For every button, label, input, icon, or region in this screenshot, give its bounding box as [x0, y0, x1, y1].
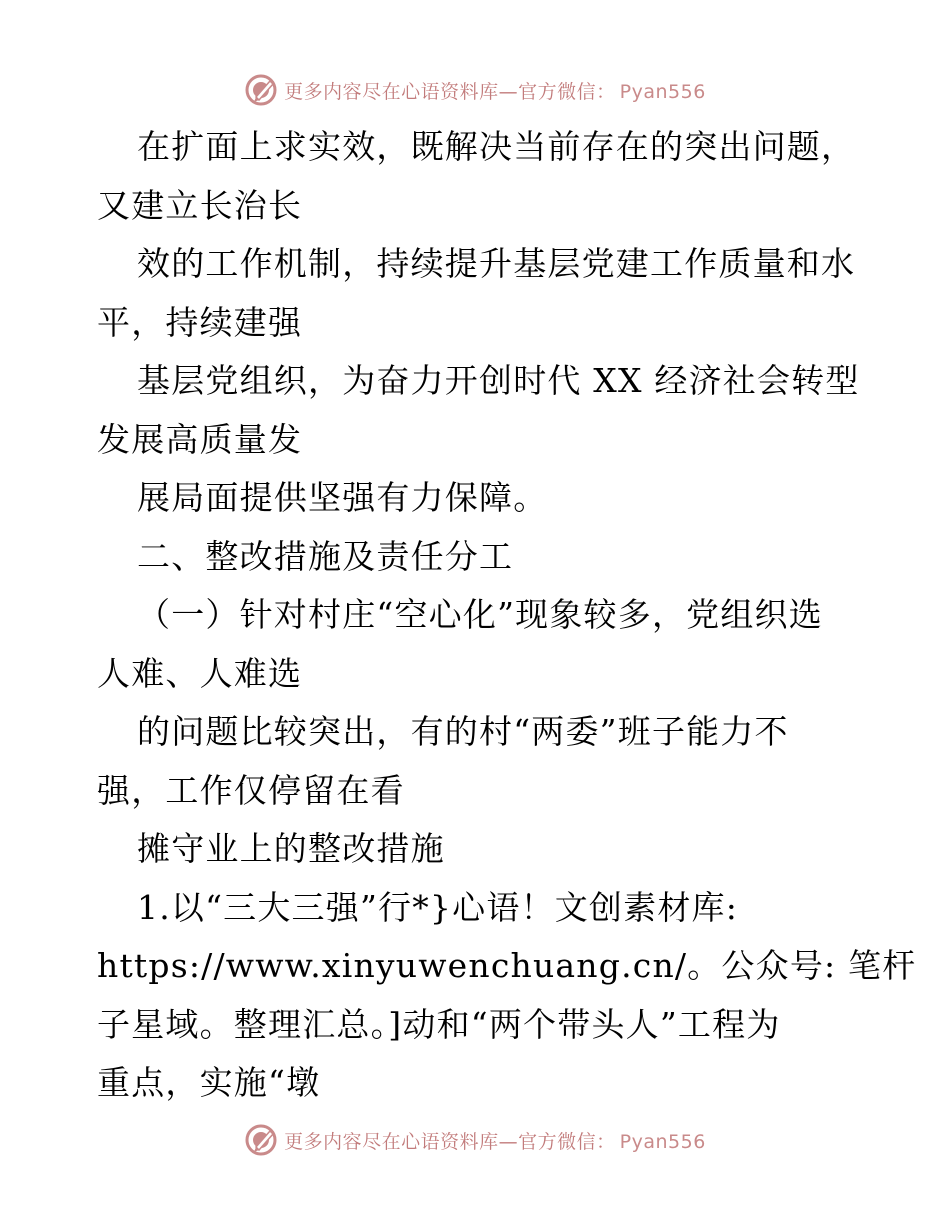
footer-text: 更多内容尽在心语资料库—官方微信：: [284, 1130, 616, 1153]
body-line: 展局面提供坚强有力保障。: [137, 478, 548, 517]
header-watermark: [0, 68, 950, 112]
pen-seal-icon: [244, 73, 278, 107]
subsection-heading: （一）针对村庄“空心化”现象较多，党组织选: [137, 595, 823, 634]
body-line: 平，持续建强: [97, 302, 303, 342]
body-line: 又建立长治长: [97, 185, 303, 225]
footer-watermark: [0, 1118, 950, 1162]
body-line: 发展高质量发: [97, 419, 303, 459]
body-line: 基层党组织，为奋力开创时代 XX 经济社会转型: [137, 361, 860, 400]
body-line: https://www.xinyuwenchuang.cn/。公众号: 笔杆: [97, 946, 917, 985]
header-text: 更多内容尽在心语资料库—官方微信：: [284, 80, 616, 103]
body-line: 强，工作仅停留在看: [97, 770, 405, 810]
header-watermark-text: [284, 77, 706, 104]
body-line: 效的工作机制，持续提升基层党建工作质量和水: [137, 244, 856, 283]
body-line: 子星域。整理汇总。]动和“两个带头人”工程为: [97, 1004, 781, 1044]
body-line: 的问题比较突出，有的村“两委”班子能力不: [137, 712, 789, 751]
footer-watermark-text: [284, 1127, 706, 1154]
body-line: 摊守业上的整改措施: [137, 829, 445, 868]
body-line: 在扩面上求实效，既解决当前存在的突出问题，: [137, 127, 856, 166]
body-line: 人难、人难选: [97, 653, 303, 693]
body-line: 1.以“三大三强”行*}心语！文创素材库:: [137, 887, 739, 927]
footer-wechat-id: Pyan556: [619, 1130, 706, 1153]
document-body: [97, 118, 917, 1113]
header-wechat-id: Pyan556: [619, 80, 706, 103]
section-heading: 二、整改措施及责任分工: [137, 536, 514, 576]
body-line: 重点，实施“墩: [97, 1063, 321, 1102]
pen-seal-icon: [244, 1123, 278, 1157]
